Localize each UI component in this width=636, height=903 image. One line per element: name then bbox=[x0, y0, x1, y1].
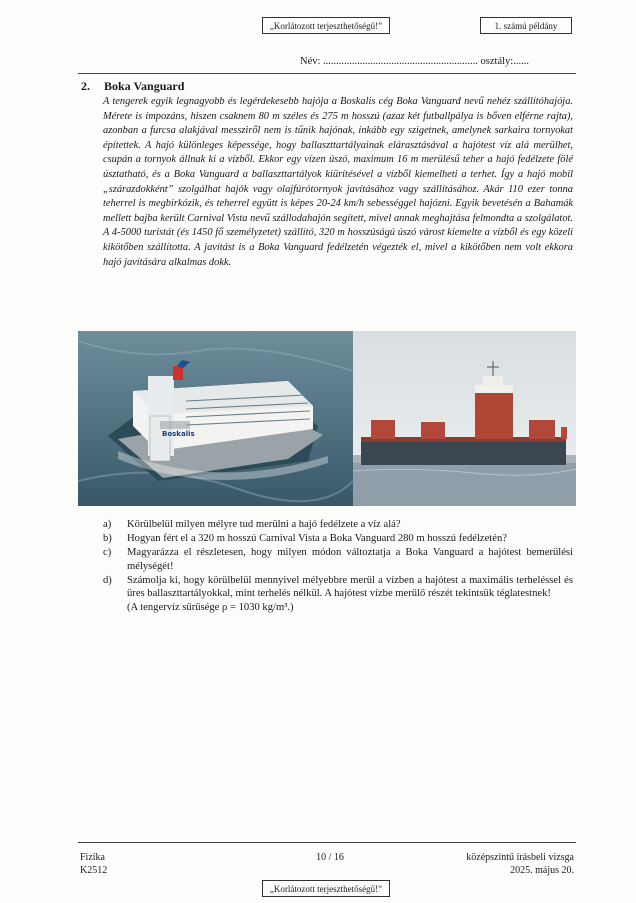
restricted-badge-bottom bbox=[262, 880, 390, 897]
footer-page-number: 10 / 16 bbox=[316, 852, 344, 863]
restricted-badge-top bbox=[262, 17, 390, 34]
question-a bbox=[103, 518, 573, 532]
footer-exam-level: középszintű írásbeli vizsga bbox=[466, 852, 574, 863]
footer-subject: Fizika bbox=[80, 852, 105, 863]
photo-hull-logo: Boskalis bbox=[162, 430, 195, 438]
question-letter: a) bbox=[103, 519, 112, 530]
question-text: Hogyan fért el a 320 m hosszú Carnival Vista a Boka Vanguard 280 m hosszú fedélzetén? bbox=[127, 533, 507, 545]
photo-vanguard-towers bbox=[353, 331, 576, 506]
footer-code: K2512 bbox=[80, 865, 108, 876]
restricted-label: „Korlátozott terjeszthetőségű!” bbox=[269, 20, 383, 31]
density-note: (A tengervíz sűrűsége ρ = 1030 kg/m³.) bbox=[127, 602, 294, 614]
photo-cruise-ship-on-vanguard bbox=[78, 331, 353, 506]
question-list bbox=[103, 518, 573, 615]
question-text: Számolja ki, hogy körülbelül mennyivel mélyebbre merül a vízben a hajótest a maximális terheléssel és üres ballaszttartályokkal, mint terhelés nélkül. A hajótest vízbe merülő részét tekintsük téglatestnek! bbox=[127, 574, 573, 600]
restricted-label: „Korlátozott terjeszthetőségű!” bbox=[269, 883, 383, 894]
question-d bbox=[103, 574, 573, 615]
question-text: Magyarázza el részletesen, hogy milyen módon változtatja a Boka Vanguard a hajótest bemerülési mélységét! bbox=[127, 547, 573, 572]
footer-exam-date: 2025. május 20. bbox=[510, 865, 574, 876]
copy-number-badge bbox=[480, 17, 572, 34]
task-intro-paragraph: A tengerek egyik legnagyobb és legérdekesebb hajója a Boskalis cég Boka Vanguard nevű nehéz szállítóhajója. Mérete is impozáns, hiszen csaknem 80 m széles és 275 m hosszú (azaz két futballpálya is bőven elférne rajta), azonban a furcsa alakjával messziről nem is tűnik hajónak, inkább egy szigetnek, amelynek sarkaira tornyokat építettek. A hajó különleges képessége, hogy ballaszttartályainak elárasztásával a hajótest víz alá merülhet, csupán a tornyok állnak ki a vízből. Ekkor egy vízen úszó, maximum 16 m merülésű teher a hajó fedélzete fölé úsztatható, és a Boka Vanguard a ballaszttartályok kiürítésével a vízből kiemelheti a terhet. Így a hajó mobil „szárazdokként” szolgálhat hajók vagy olajfúrótornyok javításához vagy szállításához. Akár 110 ezer tonna teherrel is megbirkózik, és teherrel együtt is képes 20-24 km/h sebességgel hajózni. Egyik bevetésén a Bahamák mellett bajba került Carnival Vista nevű szállodahajón segített, mivel annak meghajtása felmondta a szolgálatot. A 4-5000 turistát (és 1450 fő személyzetet) szállító, 320 m hosszúságú úszó várost kiemelte a vízből és egy közeli kikötőben szállította. A javítást is a Boka Vanguard fedélzetén végezték el, mivel a kikötőben nem volt ekkora hajó javítására alkalmas dokk. bbox=[103, 96, 573, 268]
question-letter: c) bbox=[103, 547, 112, 559]
question-letter: d) bbox=[103, 574, 112, 586]
copy-number-label: 1. számú példány bbox=[494, 20, 558, 31]
question-b bbox=[103, 532, 573, 546]
footer-subject-block bbox=[80, 851, 107, 877]
task-number: 2. bbox=[81, 79, 90, 93]
footer-exam-block bbox=[466, 851, 574, 877]
question-letter: b) bbox=[103, 533, 112, 545]
header-divider bbox=[78, 73, 576, 74]
footer-divider bbox=[78, 842, 576, 843]
task-heading bbox=[81, 79, 184, 94]
name-class-line: Név: ........................................................... osztály:...... bbox=[300, 56, 529, 67]
question-c bbox=[103, 546, 573, 573]
question-text: Körülbelül milyen mélyre tud merülni a hajó fedélzete a víz alá? bbox=[127, 519, 401, 530]
task-title: Boka Vanguard bbox=[104, 79, 185, 93]
